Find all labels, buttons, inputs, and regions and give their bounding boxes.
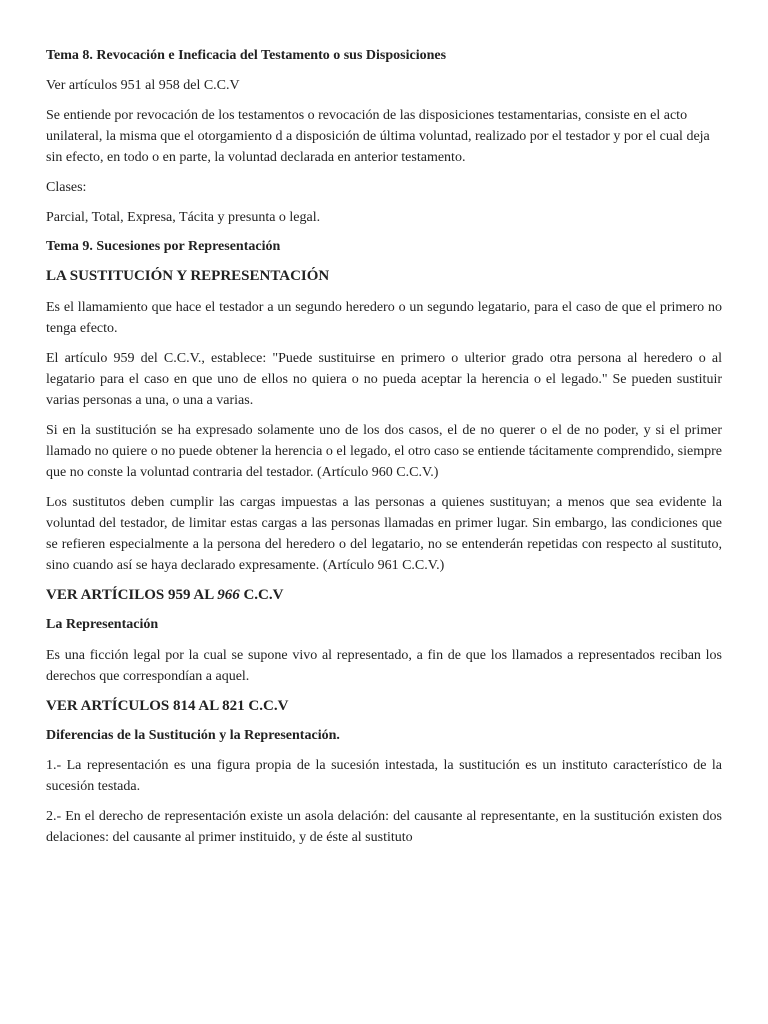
sustitucion-paragraph-4: Los sustitutos deben cumplir las cargas impuestas a las personas a quienes sustituyan; a menos que sea evidente la voluntad del testador, de limitar estas cargas a las personas llamadas en primer lugar. Sin embargo, las condiciones que se refieren especialmente a la persona del heredero o del legatario, no se entenderán repetidas con respecto al sustituto, sino cuando así se haya declarado expresamente. (Artículo 961 C.C.V.) bbox=[46, 495, 722, 573]
ver-959-prefix: VER ARTÍCILOS 959 AL bbox=[46, 587, 218, 603]
sustitucion-heading: LA SUSTITUCIÓN Y REPRESENTACIÓN bbox=[46, 268, 330, 284]
tema8-paragraph: Se entiende por revocación de los testamentos o revocación de las disposiciones testamentarias, consiste en el acto unilateral, la misma que el otorgamiento d a disposición de última voluntad, realizado por el testador y por el cual deja sin efecto, en todo o en parte, la voluntad declarada en anterior testamento. bbox=[46, 108, 710, 165]
clases-list: Parcial, Total, Expresa, Tácita y presunta o legal. bbox=[46, 210, 321, 225]
sustitucion-paragraph-1: Es el llamamiento que hace el testador a un segundo heredero o un segundo legatario, para el caso de que el primero no tenga efecto. bbox=[46, 300, 722, 336]
diferencias-item-1: 1.- La representación es una figura propia de la sucesión intestada, la sustitución es un instituto característico de la sucesión testada. bbox=[46, 758, 722, 794]
diferencias-heading: Diferencias de la Sustitución y la Representación. bbox=[46, 728, 340, 743]
sustitucion-paragraph-3: Si en la sustitución se ha expresado solamente uno de los dos casos, el de no querer o el de no poder, y si el primer llamado no quiere o no puede obtener la herencia o el legado, el otro caso se entiende tácitamente comprendido, siempre que no conste la voluntad contraria del testador. (Artículo 960 C.C.V.) bbox=[46, 423, 722, 480]
ver-articulos-814-heading: VER ARTÍCULOS 814 AL 821 C.C.V bbox=[46, 698, 289, 714]
sustitucion-paragraph-2: El artículo 959 del C.C.V., establece: "Puede sustituirse en primero o ulterior grado otra persona al heredero o al legatario para el caso en que uno de ellos no quiera o no pueda aceptar la herencia o el legado." Se pueden sustituir varias personas a una, o una a varias. bbox=[46, 351, 722, 408]
ver-articulos-959-heading bbox=[46, 585, 722, 606]
diferencias-item-2: 2.- En el derecho de representación existe un asola delación: del causante al representante, en la sustitución existen dos delaciones: del causante al primer instituido, y de éste al sustituto bbox=[46, 809, 722, 845]
clases-label: Clases: bbox=[46, 180, 87, 195]
representacion-heading: La Representación bbox=[46, 617, 159, 632]
ver-959-suffix: C.C.V bbox=[239, 587, 284, 603]
tema9-title: Tema 9. Sucesiones por Representación bbox=[46, 239, 281, 254]
representacion-paragraph: Es una ficción legal por la cual se supone vivo al representado, a fin de que los llamados a representados reciban los derechos que correspondían a aquel. bbox=[46, 648, 722, 684]
tema8-title: Tema 8. Revocación e Ineficacia del Testamento o sus Disposiciones bbox=[46, 48, 447, 63]
ver-959-italic-number: 966 bbox=[217, 587, 240, 603]
tema8-reference: Ver artículos 951 al 958 del C.C.V bbox=[46, 78, 240, 93]
